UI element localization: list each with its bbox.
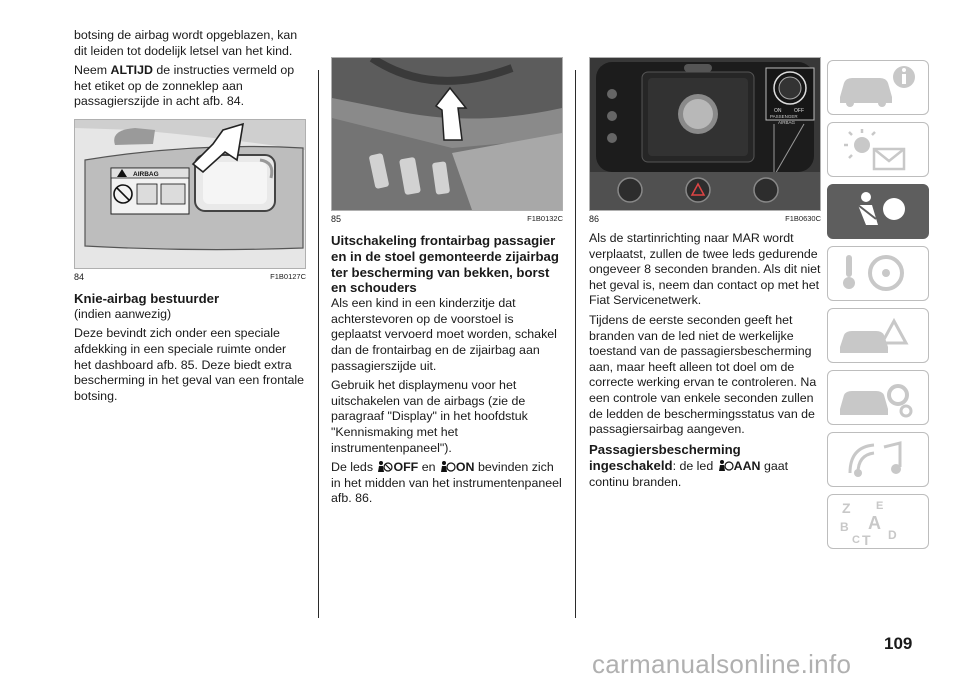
tab-emergency[interactable] <box>827 308 929 363</box>
svg-text:ON: ON <box>774 108 782 114</box>
figure-number: 86 <box>589 214 600 224</box>
chapter-tabs <box>827 60 929 556</box>
svg-text:A: A <box>868 513 881 533</box>
section-heading: Knie-airbag bestuurder <box>74 290 220 306</box>
text-paragraph: botsing de airbag wordt opgeblazen, kan dit leiden tot dodelijk letsel van het kind. <box>74 28 298 58</box>
passenger-airbag-on-icon <box>439 460 456 473</box>
knee-airbag-illustration <box>332 58 562 210</box>
figure-code: F1B0630C <box>785 214 821 223</box>
figure-caption <box>331 213 563 225</box>
text-paragraph: (indien aanwezig) <box>74 306 172 321</box>
figure-caption <box>589 213 821 225</box>
svg-text:T: T <box>862 532 871 547</box>
text-paragraph: Deze bevindt zich onder een speciale afdekking in een speciale ruimte onder het dashboard afb. 85. Deze biedt extra bescherming in het geval van een frontale botsing. <box>74 326 305 403</box>
svg-text:Z: Z <box>842 500 851 516</box>
section-heading: Uitschakeling frontairbag passagier en in de stoel gemonteerde zijairbag ter bescherming van bekken, borst en schouders <box>331 233 559 296</box>
svg-text:OFF: OFF <box>794 108 804 114</box>
page-number: 109 <box>884 634 913 653</box>
tab-maintenance[interactable] <box>827 370 929 425</box>
figure-84-sun-visor <box>74 119 306 269</box>
text-paragraph: Tijdens de eerste seconden geeft het branden van de led niet de werkelijke toestand van de passagiersbescherming aan, maar heeft alleen tot doel om de correcte werking ervan te controleren. Na een controle van enkele seconden zullen de ledden de beschermingsstatus van de passagiersairbag aangeven. <box>589 312 817 437</box>
text-paragraph: Als een kind in een kinderzitje dat achterstevoren op de voorstoel is geplaatst vervoerd moet worden, schakel dan de frontairbag en de zijairbag aan passagierszijde uit. <box>331 296 557 373</box>
car-info-icon <box>828 61 928 113</box>
tab-multimedia[interactable] <box>827 432 929 487</box>
passenger-airbag-off-icon <box>376 460 393 473</box>
svg-text:B: B <box>840 520 849 534</box>
svg-text:C: C <box>852 534 860 546</box>
svg-text:D: D <box>888 528 897 542</box>
watermark: carmanualsonline.info <box>592 649 852 679</box>
figure-caption <box>74 271 306 283</box>
figure-code: F1B0132C <box>527 214 563 223</box>
index-icon <box>828 495 928 547</box>
svg-text:E: E <box>876 500 884 512</box>
column-1 <box>74 28 306 408</box>
svg-text:AIRBAG: AIRBAG <box>778 120 796 125</box>
column-divider <box>318 70 319 618</box>
dashboard-leds-illustration <box>590 58 820 210</box>
passenger-airbag-on-icon <box>717 459 734 472</box>
warning-lights-icon <box>828 123 928 175</box>
tab-index[interactable] <box>827 494 929 549</box>
text-paragraph: Neem ALTIJD de instructies vermeld op het etiket op de zonneklep aan passagierszijde in acht afb. 84. <box>74 63 295 109</box>
column-2 <box>331 28 563 511</box>
text-paragraph: Als de startinrichting naar MAR wordt verplaatst, zullen de twee leds gedurende ongeveer 8 seconden branden. Als dit niet het geval is, neem dan contact op met het Fiat Servicenetwerk. <box>589 231 821 308</box>
column-3 <box>589 28 821 495</box>
figure-86-dashboard-leds <box>589 57 821 211</box>
maintenance-icon <box>828 371 928 423</box>
figure-code: F1B0127C <box>270 271 306 281</box>
steering-wheel-key-icon <box>828 247 928 299</box>
tab-safety[interactable] <box>827 184 929 239</box>
multimedia-icon <box>828 433 928 485</box>
column-divider <box>575 70 576 618</box>
svg-text:PASSENGER: PASSENGER <box>770 114 798 119</box>
breakdown-icon <box>828 309 928 361</box>
text-paragraph: Passagiersbescherming ingeschakeld: de led AAN gaat continu branden. <box>589 441 789 489</box>
text-paragraph: De leds OFF en ON bevinden zich in het midden van het instrumentenpaneel afb. 86. <box>331 460 562 506</box>
tab-warning-lights[interactable] <box>827 122 929 177</box>
figure-number: 84 <box>74 271 85 282</box>
tab-car-info[interactable] <box>827 60 929 115</box>
tab-starting-driving[interactable] <box>827 246 929 301</box>
figure-85-knee-airbag <box>331 57 563 211</box>
sun-visor-illustration <box>75 120 305 268</box>
figure-number: 85 <box>331 214 342 224</box>
seat-airbag-icon <box>828 185 928 237</box>
svg-text:AIRBAG: AIRBAG <box>133 170 159 178</box>
text-paragraph: Gebruik het displaymenu voor het uitschakelen van de airbags (zie de paragraaf "Display" in het hoofdstuk "Kennismaking met het instrumentenpaneel"). <box>331 378 528 455</box>
